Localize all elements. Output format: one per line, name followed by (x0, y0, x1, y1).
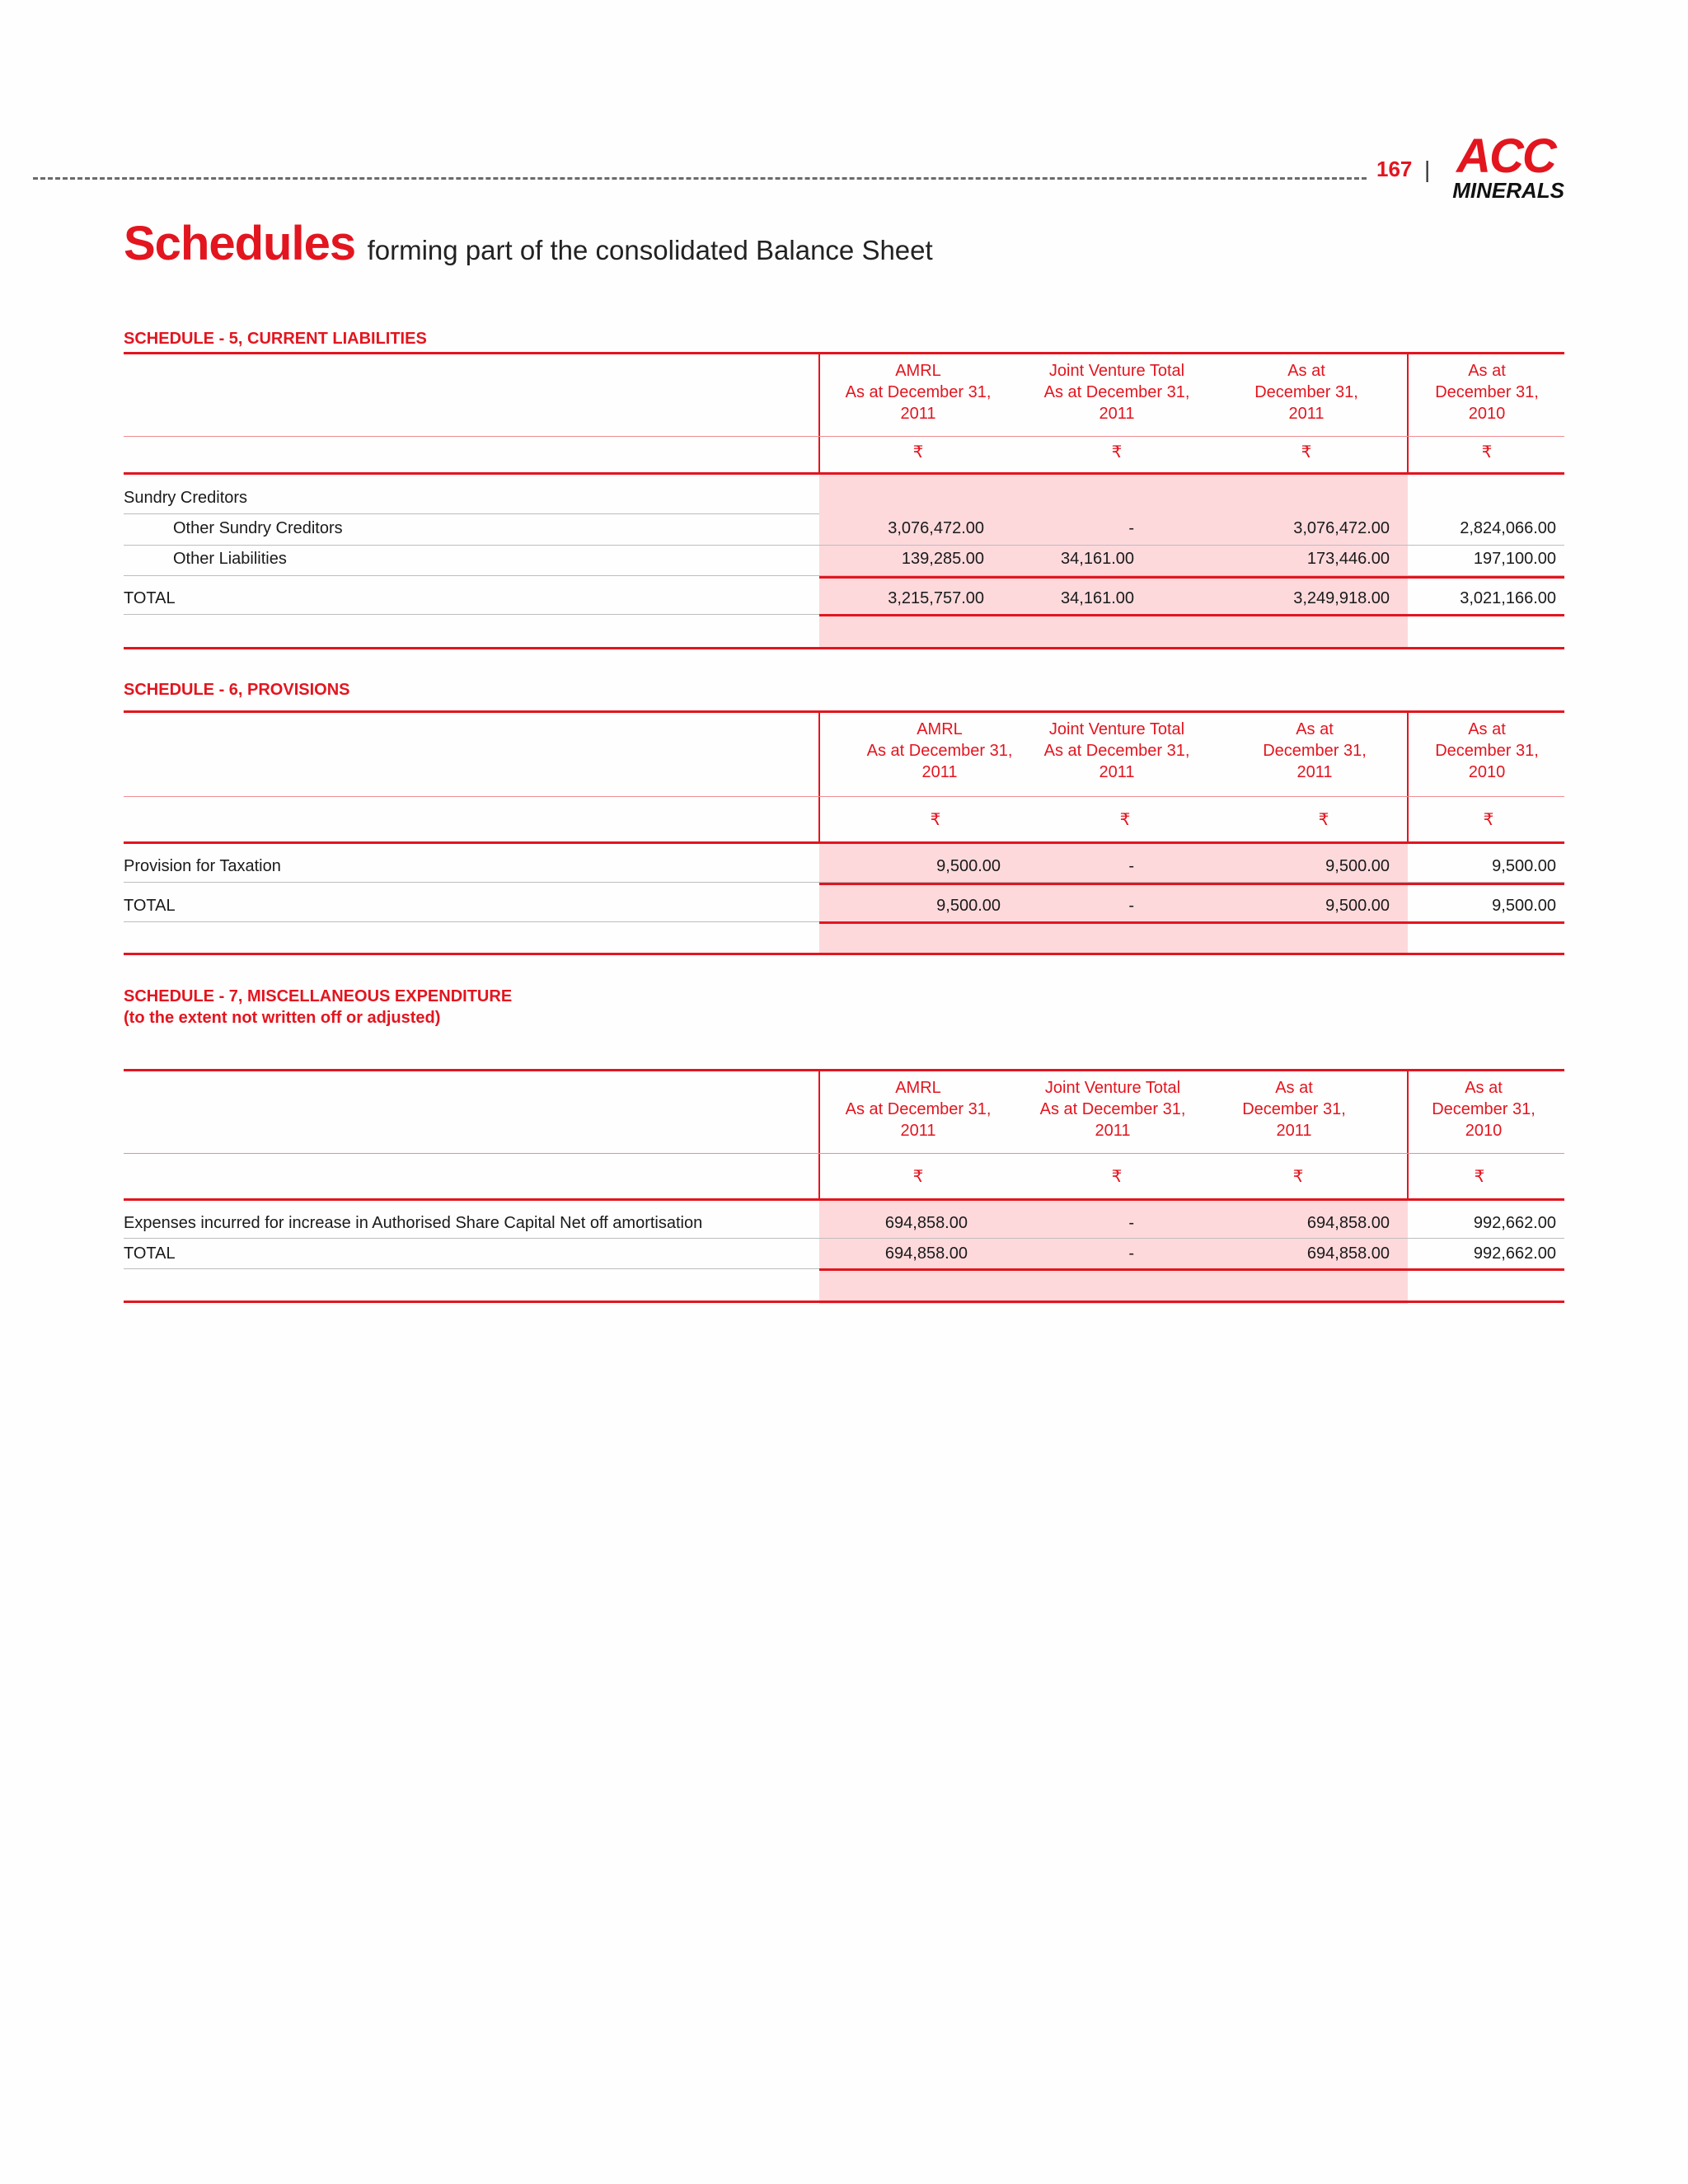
currency-symbol: ₹ (912, 443, 924, 462)
column-header-2011: As at December 31, 2011 (1242, 1079, 1346, 1140)
column-header-2010: As at December 31, 2010 (1432, 1079, 1536, 1140)
logo-acc-text: ACC (1456, 129, 1555, 183)
total-underline (819, 614, 1564, 616)
page-title (124, 216, 933, 271)
schedule-5-table (124, 350, 1564, 651)
table-rule (124, 1069, 1564, 1071)
total-overline (819, 883, 1564, 885)
column-header-jv-total: Joint Venture Total As at December 31, 2011 (1043, 362, 1190, 423)
row-label: Expenses incurred for increase in Authorised Share Capital Net off amortisation (124, 1214, 703, 1232)
row-rule (124, 1268, 819, 1269)
total-label: TOTAL (124, 1244, 176, 1263)
acc-minerals-logo (1447, 129, 1564, 206)
total-label: TOTAL (124, 589, 176, 607)
total-jv: 34,161.00 (1061, 589, 1134, 607)
currency-symbol: ₹ (1292, 1168, 1304, 1186)
cell-jv: - (1128, 1214, 1134, 1232)
currency-symbol: ₹ (1483, 811, 1494, 829)
total-jv: - (1128, 1244, 1134, 1263)
currency-symbol: ₹ (1111, 1168, 1123, 1186)
page-title-main: Schedules (124, 217, 356, 270)
column-divider (1407, 352, 1409, 474)
table-rule (124, 710, 1564, 713)
cell-amrl: 139,285.00 (901, 550, 984, 568)
table-bottom-rule (124, 647, 1564, 649)
column-divider (1407, 710, 1409, 842)
total-underline (819, 921, 1564, 924)
column-divider (818, 710, 820, 842)
schedule-5-title: SCHEDULE - 5, CURRENT LIABILITIES (124, 330, 427, 348)
schedule-7-title-line1: SCHEDULE - 7, MISCELLANEOUS EXPENDITURE (124, 987, 513, 1005)
column-divider (1407, 1069, 1409, 1199)
column-header-amrl: AMRL As at December 31, 2011 (845, 362, 992, 423)
schedule-6-table (124, 709, 1564, 956)
row-label: Other Sundry Creditors (173, 519, 343, 537)
total-jv: - (1128, 897, 1134, 915)
cell-2011: 9,500.00 (1325, 857, 1390, 875)
cell-amrl: 9,500.00 (936, 857, 1001, 875)
currency-symbol: ₹ (1119, 811, 1131, 829)
cell-2010: 992,662.00 (1473, 1214, 1556, 1232)
column-header-2011: As at December 31, 2011 (1263, 720, 1367, 781)
table-rule (124, 352, 1564, 354)
total-2011: 694,858.00 (1306, 1244, 1390, 1263)
header-dashed-rule (33, 177, 1367, 180)
row-label: Other Liabilities (173, 550, 287, 568)
currency-symbol: ₹ (1111, 443, 1123, 462)
cell-amrl: 694,858.00 (884, 1214, 968, 1232)
total-2010: 992,662.00 (1473, 1244, 1556, 1263)
cell-2011: 3,076,472.00 (1293, 519, 1390, 537)
schedule-7-title (124, 986, 512, 1029)
total-2011: 9,500.00 (1325, 897, 1390, 915)
currency-symbol: ₹ (930, 811, 941, 829)
table-rule (124, 1198, 1564, 1201)
column-header-jv-total: Joint Venture Total As at December 31, 2011 (1039, 1079, 1186, 1140)
table-rule (124, 1153, 1564, 1154)
row-rule (124, 545, 1564, 546)
column-header-amrl: AMRL As at December 31, 2011 (866, 720, 1013, 781)
column-header-2010: As at December 31, 2010 (1435, 720, 1539, 781)
total-amrl: 3,215,757.00 (888, 589, 984, 607)
cell-jv: - (1128, 857, 1134, 875)
schedule-7-subtitle: (to the extent not written off or adjusted) (124, 1009, 441, 1027)
total-amrl: 694,858.00 (884, 1244, 968, 1263)
cell-2011: 173,446.00 (1306, 550, 1390, 568)
cell-2010: 9,500.00 (1492, 857, 1556, 875)
row-label: Provision for Taxation (124, 857, 281, 875)
table-rule (124, 472, 1564, 475)
column-header-amrl: AMRL As at December 31, 2011 (845, 1079, 992, 1140)
currency-symbol: ₹ (912, 1168, 924, 1186)
cell-jv: 34,161.00 (1061, 550, 1134, 568)
total-2010: 9,500.00 (1492, 897, 1556, 915)
table-rule (124, 796, 1564, 797)
total-underline (819, 1268, 1564, 1271)
table-bottom-rule (124, 953, 1564, 955)
header-separator: | (1424, 157, 1431, 182)
column-header-jv-total: Joint Venture Total As at December 31, 2011 (1043, 720, 1190, 781)
logo-minerals-text: MINERALS (1452, 178, 1564, 203)
currency-symbol: ₹ (1318, 811, 1329, 829)
total-2010: 3,021,166.00 (1460, 589, 1556, 607)
schedule-7-table (124, 1067, 1564, 1306)
total-overline (819, 576, 1564, 579)
currency-symbol: ₹ (1301, 443, 1312, 462)
table-bottom-rule (124, 1301, 1564, 1303)
column-header-2011: As at December 31, 2011 (1254, 362, 1358, 423)
cell-jv: - (1128, 519, 1134, 537)
cell-2010: 197,100.00 (1473, 550, 1556, 568)
row-rule (124, 1238, 1564, 1239)
cell-2011: 694,858.00 (1306, 1214, 1390, 1232)
currency-symbol: ₹ (1474, 1168, 1485, 1186)
row-rule (124, 614, 819, 615)
page-title-sub: forming part of the consolidated Balance Sheet (367, 235, 933, 265)
column-header-2010: As at December 31, 2010 (1435, 362, 1539, 423)
cell-amrl: 3,076,472.00 (888, 519, 984, 537)
cell-2010: 2,824,066.00 (1460, 519, 1556, 537)
total-amrl: 9,500.00 (936, 897, 1001, 915)
group-label: Sundry Creditors (124, 489, 248, 507)
row-rule (124, 513, 819, 514)
currency-symbol: ₹ (1481, 443, 1493, 462)
schedule-6-title: SCHEDULE - 6, PROVISIONS (124, 681, 350, 699)
row-rule (124, 921, 819, 922)
table-rule (124, 841, 1564, 844)
total-label: TOTAL (124, 897, 176, 915)
total-2011: 3,249,918.00 (1293, 589, 1390, 607)
table-rule (124, 436, 1564, 437)
page-number: 167 (1376, 157, 1413, 181)
